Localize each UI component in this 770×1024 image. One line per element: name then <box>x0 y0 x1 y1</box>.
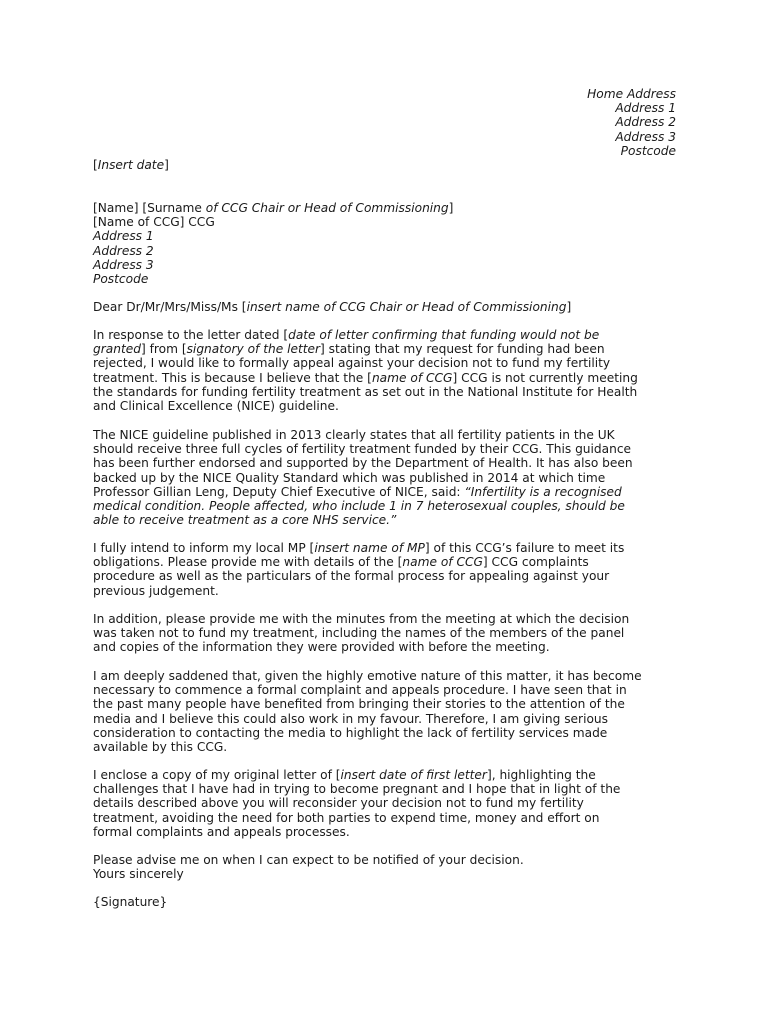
sender-address-line: Postcode <box>620 143 676 158</box>
paragraph-media: I am deeply saddened that, given the highly emotive nature of this matter, it has become necessary to commence a formal complaint and appeals procedure. I have seen that in the past many people have benefited from bringing their stories to the attention of the media and I believe this could also work in my favour. Therefore, I am giving serious consideration to contacting the media to highlight the lack of fertility services made available by this CCG. <box>93 669 642 755</box>
closing-block <box>93 853 693 881</box>
sender-address-line: Address 1 <box>615 101 676 116</box>
recipient-name: [Name] [Surname of CCG Chair or Head of Commissioning] <box>93 201 454 215</box>
sender-address-line: Home Address <box>587 87 676 101</box>
closing-request: Please advise me on when I can expect to be notified of your decision. <box>93 853 524 867</box>
recipient-address-line: Address 2 <box>93 243 154 258</box>
sender-address <box>587 87 676 158</box>
letter-date: [Insert date] <box>93 158 169 172</box>
nice-quote: medical condition. People affected, who include 1 in 7 heterosexual couples, should be <box>93 499 625 514</box>
paragraph-appeal: In response to the letter dated [date of letter confirming that funding would not be granted] from [signatory of the letter] stating that my request for funding had been rejected, I would like to formally appeal against your decision not to fund my fertility treatment. This is because I believe that the [name of CCG] CCG is not currently meeting the standards for funding fertility treatment as set out in the National Institute for Health and Clinical Excellence (NICE) guideline. <box>93 328 638 414</box>
signature: {Signature} <box>93 895 168 909</box>
paragraph-minutes: In addition, please provide me with the minutes from the meeting at which the decision was taken not to fund my treatment, including the names of the members of the panel and copies of the information they were provided with before the meeting. <box>93 612 630 655</box>
recipient-address-line: Address 1 <box>93 229 154 244</box>
recipient-block <box>93 201 693 286</box>
paragraph-nice-guideline: The NICE guideline published in 2013 clearly states that all fertility patients in the UK should receive three full cycles of fertility treatment funded by their CCG. This guidance has been further endorsed and supported by the Department of Health. It has also been backed up by the NICE Quality Standard which was published in 2014 at which time Professor Gillian Leng, Deputy Chief Executive of NICE, said: “Infertility is a recognised medical condition. People affected, who include 1 in 7 heterosexual couples, should be able to receive treatment as a core NHS service.” <box>93 428 693 527</box>
valediction: Yours sincerely <box>93 867 184 882</box>
sender-address-line: Address 2 <box>615 115 676 130</box>
paragraph-enclosure: I enclose a copy of my original letter of [insert date of first letter], highlighting the challenges that I have had in trying to become pregnant and I hope that in light of the details described above you will reconsider your decision not to fund my fertility treatment, avoiding the need for both parties to expend time, money and effort on formal complaints and appeals processes. <box>93 768 621 839</box>
nice-quote: “Infertility is a recognised <box>464 484 622 499</box>
sender-address-line: Address 3 <box>615 129 676 144</box>
date-placeholder: Insert date <box>97 158 165 172</box>
recipient-address-line: Postcode <box>93 272 149 287</box>
nice-quote: able to receive treatment as a core NHS service.” <box>93 513 397 528</box>
paragraph-mp: I fully intend to inform my local MP [insert name of MP] of this CCG’s failure to meet its obligations. Please provide me with details of the [name of CCG] CCG complaints procedure as well as the particulars of the formal process for appealing against your previous judgement. <box>93 541 625 598</box>
salutation: Dear Dr/Mr/Mrs/Miss/Ms [insert name of CCG Chair or Head of Commissioning] <box>93 300 572 314</box>
recipient-ccg: [Name of CCG] CCG <box>93 215 215 230</box>
recipient-address-line: Address 3 <box>93 257 154 272</box>
